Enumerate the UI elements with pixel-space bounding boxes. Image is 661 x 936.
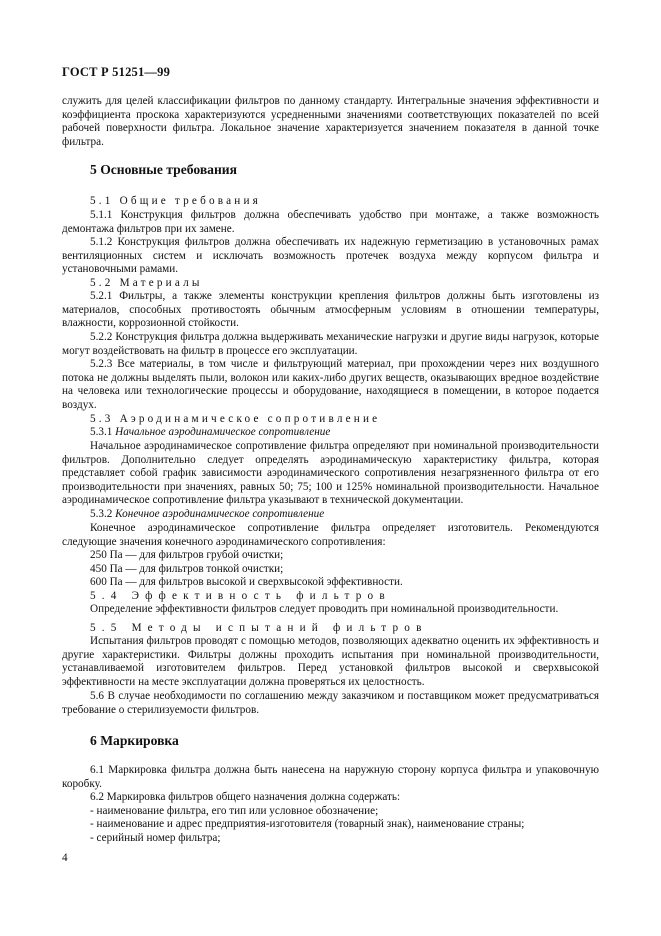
paragraph-5-6: 5.6 В случае необходимости по соглашению между заказчиком и поставщиком может предусматриваться требование о стерилизуемости фильтров. <box>62 690 599 716</box>
paragraph-5-3-1: Начальное аэродинамическое сопротивление фильтра определяют при номинальной производительности фильтров. Дополнительно следует определять аэродинамическую характеристику фильтра, которая представляет собой график зависимости аэродинамического сопротивления незагрязненного фильтра от его производительности при значениях, равных 50; 75; 100 и 125% номинальной производительности. Начальное аэродинамическое сопротивление фильтра указывают в технической документации. <box>62 440 599 507</box>
subsection-5-3-1-number: 5.3.1 <box>90 426 113 438</box>
resistance-value-item: 250 Па — для фильтров грубой очистки; <box>90 549 284 561</box>
paragraph-6-2: 6.2 Маркировка фильтров общего назначения должна содержать: <box>90 791 401 803</box>
standard-header: ГОСТ Р 51251—99 <box>62 65 171 79</box>
subsection-5-3-2-heading <box>90 508 324 522</box>
marking-list-item: - наименование и адрес предприятия-изготовителя (товарный знак), наименование страны; <box>90 818 525 830</box>
marking-list-item: - серийный номер фильтра; <box>90 832 221 844</box>
subsection-5-5-title: 5.5 Методы испытаний фильтров <box>90 622 428 634</box>
subsection-5-3-title: 5.3 Аэродинамическое сопротивление <box>90 413 381 425</box>
subsection-5-3-2-number: 5.3.2 <box>90 508 113 520</box>
paragraph-5-2-2: 5.2.2 Конструкция фильтра должна выдерживать механические нагрузки и другие виды нагрузок, которые могут воздействовать на фильтр в процессе его эксплуатации. <box>62 331 599 357</box>
subsection-5-2-title: 5.2 Материалы <box>90 277 203 289</box>
paragraph-5-5: Испытания фильтров проводят с помощью методов, позволяющих адекватно оценить их эффективность и другие характеристики. Фильтры должны проходить испытания при номинальной производительности, устанавливаемой изготовителем фильтров. Перед установкой фильтров высокой и сверхвысокой эффективности на месте эксплуатации должна проверяться их целостность. <box>62 635 599 688</box>
subsection-5-1-title: 5.1 Общие требования <box>90 195 262 207</box>
paragraph-5-2-1: 5.2.1 Фильтры, а также элементы конструкции крепления фильтров должны быть изготовлены из материалов, способных противостоять обычным атмосферным условиям в отношении температуры, влажности, коррозионной стойкости. <box>62 290 599 330</box>
subsection-5-3-2-title: Конечное аэродинамическое сопротивление <box>115 508 325 520</box>
subsection-5-4-title: 5.4 Эффективность фильтров <box>90 590 391 602</box>
subsection-5-3-1-title: Начальное аэродинамическое сопротивление <box>115 426 331 438</box>
paragraph-5-4: Определение эффективности фильтров следует проводить при номинальной производительности. <box>90 603 559 615</box>
paragraph-5-1-2: 5.1.2 Конструкция фильтров должна обеспечивать их надежную герметизацию в установочных рамах вентиляционных систем и исключать возможность протечек воздуха между корпусом фильтра и установочными рамами. <box>62 236 599 276</box>
paragraph-5-3-2: Конечное аэродинамическое сопротивление фильтра определяет изготовитель. Рекомендуются следующие значения конечного аэродинамического сопротивления: <box>62 522 599 548</box>
paragraph-5-1-1: 5.1.1 Конструкция фильтров должна обеспечивать удобство при монтаже, а также возможность демонтажа фильтров при их замене. <box>62 209 599 235</box>
intro-paragraph: служить для целей классификации фильтров по данному стандарту. Интегральные значения эффективности и коэффициента проскока характеризуются усредненными значениями соответствующих показателей по всей рабочей поверхности фильтра. Локальное значение характеризуется значением показателя в данной точке фильтра. <box>62 95 599 148</box>
resistance-value-item: 600 Па — для фильтров высокой и сверхвысокой эффективности. <box>90 576 403 588</box>
paragraph-5-2-3: 5.2.3 Все материалы, в том числе и фильтрующий материал, при прохождении через них воздушного потока не должны выделять пыли, волокон или каких-либо других веществ, оказывающих вредное воздействие на человека или технологические процессы и оборудование, находящиеся в помещении, в которое подается воздух. <box>62 358 599 411</box>
section-5-heading: 5 Основные требования <box>90 162 237 177</box>
subsection-5-3-1-heading <box>90 426 330 440</box>
resistance-value-item: 450 Па — для фильтров тонкой очистки; <box>90 563 284 575</box>
page-number: 4 <box>62 852 68 864</box>
marking-list-item: - наименование фильтра, его тип или условное обозначение; <box>90 805 379 817</box>
paragraph-6-1: 6.1 Маркировка фильтра должна быть нанесена на наружную сторону корпуса фильтра и упаковочную коробку. <box>62 764 599 790</box>
section-6-heading: 6 Маркировка <box>90 733 179 748</box>
